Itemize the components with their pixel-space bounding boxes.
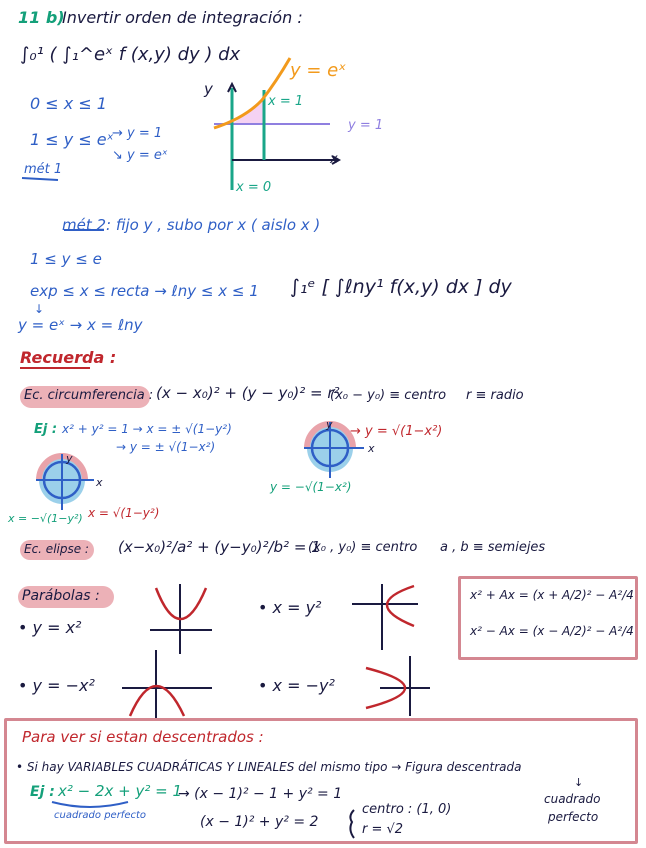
- elipse-equation: (x−x₀)²/a² + (y−y₀)²/b² = 1: [118, 538, 321, 556]
- x1-label: x = 1: [268, 94, 304, 109]
- y-range: 1 ≤ y ≤ eˣ: [30, 130, 114, 149]
- circle-diagram-1: [36, 454, 94, 510]
- desc-radius: r = √2: [362, 822, 404, 837]
- method-2-range: 1 ≤ y ≤ e: [30, 250, 102, 268]
- circle-bottom-label: y = −√(1−x²): [270, 480, 352, 494]
- circle-left-label: x = −√(1−y²): [8, 512, 83, 525]
- y1-label: y = 1: [348, 118, 384, 133]
- desc-cuadrado-a: cuadrado: [544, 792, 601, 806]
- circle-top-label: → y = √(1−x²): [350, 424, 443, 439]
- circ-radius: r ≡ radio: [466, 388, 524, 403]
- parabola-3: • y = −x²: [18, 676, 95, 695]
- circle1-y: y: [66, 452, 73, 465]
- method-1-label: mét 1: [24, 162, 63, 177]
- ej-line-2: → y = ± √(1−x²): [116, 440, 216, 454]
- circle2-x: x: [368, 442, 375, 455]
- desc-cuadrado-perfecto: cuadrado perfecto: [54, 810, 147, 821]
- circle2-y: y: [326, 418, 333, 431]
- method-2-integral: ∫₁ᵉ [ ∫ℓny¹ f(x,y) dx ] dy: [290, 276, 512, 298]
- method-2-chain: exp ≤ x ≤ recta → ℓny ≤ x ≤ 1: [30, 282, 259, 300]
- desc-equation: x² − 2x + y² = 1: [58, 782, 183, 800]
- curve-label: y = eˣ: [290, 60, 347, 81]
- exercise-title: Invertir orden de integración :: [62, 8, 303, 27]
- arrow-yex: ↘ y = eˣ: [112, 148, 168, 163]
- x0-label: x = 0: [236, 180, 272, 195]
- method-2-arrow: ↓: [34, 302, 45, 316]
- parabola-4: • x = −y²: [258, 676, 335, 695]
- recuerda-title: Recuerda :: [20, 348, 117, 367]
- method-2-label: mét 2: [62, 216, 107, 234]
- desc-step-2: (x − 1)² + y² = 2: [200, 814, 319, 830]
- method-2-desc: : fijo y , subo por x ( aislo x ): [106, 216, 321, 234]
- arrow-y1: → y = 1: [112, 126, 163, 141]
- circle1-x: x: [96, 476, 103, 489]
- desc-arrow-down: ↓: [574, 776, 584, 789]
- circ-equation: (x − x₀)² + (y − y₀)² = r²: [156, 384, 340, 402]
- parabola-2: • x = y²: [258, 598, 322, 617]
- ej-line-1: x² + y² = 1 → x = ± √(1−y²): [62, 422, 232, 436]
- graph-y-label: y: [204, 80, 213, 98]
- circ-label: Ec. circumferencia :: [24, 388, 154, 403]
- circ-center: (x₀ − y₀) ≡ centro: [330, 388, 447, 403]
- identity-1: x² + Ax = (x + A/2)² − A²/4: [470, 588, 634, 602]
- desc-ej-label: Ej :: [30, 784, 55, 800]
- parabolas-label: Parábolas :: [22, 588, 100, 604]
- parabola-1: • y = x²: [18, 618, 82, 637]
- method-2-result: y = eˣ → x = ℓny: [18, 316, 143, 334]
- desc-centro: centro : (1, 0): [362, 802, 452, 817]
- identity-2: x² − Ax = (x − A/2)² − A²/4: [470, 624, 634, 638]
- elipse-label: Ec. elipse :: [24, 542, 89, 556]
- descentrados-rule: • Si hay VARIABLES CUADRÁTICAS Y LINEALES del mismo tipo → Figura descentrada: [16, 760, 522, 774]
- exercise-number: 11 b): [18, 8, 65, 27]
- descentrados-title: Para ver si estan descentrados :: [22, 728, 264, 746]
- circle-right-label: x = √(1−y²): [88, 506, 160, 520]
- original-integral: ∫₀¹ ( ∫₁^eˣ f (x,y) dy ) dx: [20, 44, 241, 65]
- desc-step-1: → (x − 1)² − 1 + y² = 1: [178, 786, 343, 802]
- graph-x-label: x: [330, 152, 338, 167]
- elipse-semiaxes: a , b ≡ semiejes: [440, 540, 546, 555]
- elipse-center: (x₀ , y₀) ≡ centro: [308, 540, 418, 555]
- desc-cuadrado-b: perfecto: [548, 810, 599, 824]
- x-range: 0 ≤ x ≤ 1: [30, 94, 107, 113]
- ej-label: Ej :: [34, 422, 58, 437]
